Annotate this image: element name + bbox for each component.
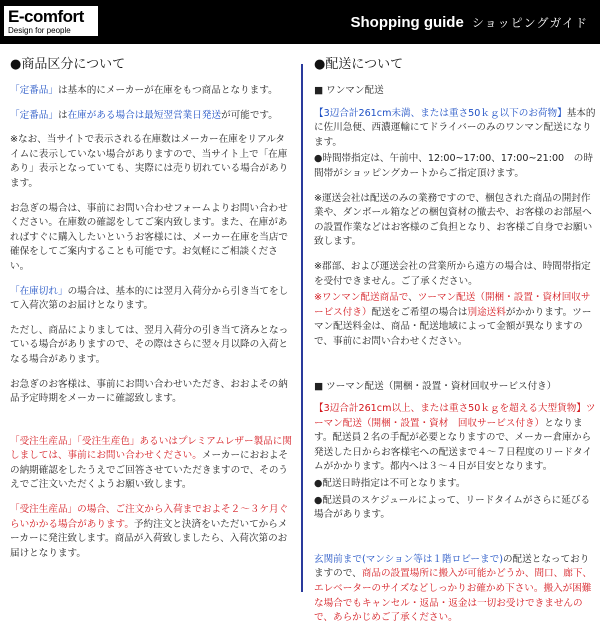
made-to-order-lead-time-paragraph: [10, 503, 292, 561]
time-slot-paragraph: ●時間帯指定は、午前中、12:00~17:00、17:00~21:00 の時間帯がショッピングカートからご指定頂けます。: [314, 153, 593, 179]
page-title-japanese: ショッピングガイド: [471, 16, 588, 30]
standard-item-term: 「定番品」: [10, 85, 58, 96]
two-man-delivery-paragraph: [314, 402, 596, 475]
entrance-delivery-paragraph: [314, 553, 596, 626]
two-man-delivery-heading: ■ ツーマン配送（開梱・設置・資材回収サービス付き）: [314, 380, 557, 392]
made-to-order-text: メーカーにおおよその納期確認をしたうえでご回答させていただきますので、そのうえでご注文いただくようお願い致します。: [10, 450, 289, 491]
lead-time-text: 予約注文と決済をいただいてからメーカーに発注致します。商品が入荷致しましたら、入荷次第のお届けとなります。: [10, 518, 288, 559]
lead-time-warning: 「受注生産品」の場合、ご注文から入荷までおよそ２～３ケ月ぐらいかかる場合があります。: [10, 504, 289, 530]
two-man-size-condition: 【3辺合計261cm以上、または重さ50ｋｇを超える大型貨物】ツーマン配送（開梱・設置・資材 回収サービス付き）: [314, 403, 596, 429]
two-man-delivery-text: となります。配送員２名の手配が必要となりますので、メーカー倉庫から発送した日からお客様宅への配送まで４～７日程度のリードタイムがかかります。都内へは３～４日が目安となります。: [314, 417, 593, 473]
fastest-shipping-highlight: 在庫がある場合は最短翌営業日発送: [67, 109, 222, 121]
upgrade-note-mark: ※: [314, 292, 323, 304]
delivery-section: [314, 56, 596, 636]
made-to-order-paragraph: [10, 435, 292, 493]
logo-tagline: Design for people: [8, 26, 71, 35]
entrance-term: 玄関前まで: [314, 553, 362, 565]
site-header: [0, 0, 600, 44]
standard-item-text: は基本的にメーカーが在庫をもつ商品となります。: [57, 85, 278, 96]
no-date-specify-paragraph: ●配送日時指定は不可となります。: [314, 478, 466, 490]
extra-fee-term: 別途送料: [467, 306, 506, 318]
upgrade-text-rest: がかかります。ツーマン配送料金は、商品・配送地域によって金額が異なりますので、事前にお問い合わせください。: [314, 306, 592, 347]
one-man-delivery-heading: ■ ワンマン配送: [314, 85, 384, 96]
made-to-order-warning: 「受注生産品」「受注生産色」あるいはプレミアムレザー製品に関しましては、事前にお問い合わせください。: [10, 435, 292, 462]
schedule-delay-paragraph: ●配送員のスケジュールによって、リードタイムがさらに延びる場合があります。: [314, 494, 591, 521]
stock-notice-paragraph: ※なお、当サイトで表示される在庫数はメーカー在庫をリアルタイムに表示していない場合がありますので、当サイト上で「在庫あり」表示となっていても、実際には売り切れている場合があります。: [10, 134, 289, 189]
page-title-english: Shopping guide: [350, 14, 464, 31]
lobby-note: (マンション等は１階ロビーまで): [361, 553, 503, 565]
standard-item-text: が可能です。: [221, 109, 278, 121]
upgrade-separator: 、: [408, 292, 418, 304]
one-man-delivery-text: 基本的に佐川急便、西濃運輸にてドライバーのみのワンマン配送になります。: [314, 107, 596, 148]
product-category-title: ●商品区分について: [10, 57, 126, 72]
one-man-item-term: ワンマン配送商品で: [322, 292, 409, 304]
standard-item-shipping-paragraph: [10, 109, 292, 124]
column-divider: [301, 64, 303, 592]
delivery-title: ●配送について: [314, 57, 404, 72]
upgrade-text: 配送をご希望の場合は: [371, 306, 468, 318]
carrier-scope-paragraph: ※運送会社は配送のみの業務ですので、梱包された商品の開封作業や、ダンボール箱などの梱包資材の撤去や、お客様のお部屋への設置作業などはお客様のご負担となり、お客様ご自身でお願い致します。: [314, 192, 593, 248]
entrance-text: の配送となっておりますので、: [314, 553, 590, 580]
allocation-paragraph: ただし、商品によりましては、翌月入荷分の引き当て済みとなっている場合がありますので、その際はさらに翌々月以降の入荷となる場合があります。: [10, 324, 289, 365]
out-of-stock-text: の場合は、基本的には翌月入荷分から引き当てをして入荷次第のお届けとなります。: [10, 285, 289, 312]
product-category-section: [10, 56, 292, 571]
standard-item-term: 「定番品」: [10, 109, 58, 121]
two-man-upgrade-paragraph: [314, 291, 596, 349]
no-cancellation-warning: 搬入が困難な場合でもキャンセル・返品・返金は一切お受けできませんので、あらかじめご了承ください。: [314, 583, 592, 624]
brand-logo[interactable]: [4, 6, 98, 36]
two-man-service-term: ツーマン配送（開梱・設置・資材回収サービス付き）: [314, 292, 591, 318]
out-of-stock-term: 「在庫切れ」: [10, 285, 68, 297]
delivery-estimate-paragraph: お急ぎのお客様は、事前にお問い合わせいただき、おおよその納品予定時期をメーカーに確認致します。: [10, 378, 288, 405]
one-man-size-condition: 【3辺合計261cm未満、または重さ50ｋｇ以下のお荷物】: [314, 107, 567, 119]
standard-item-paragraph: [10, 84, 292, 99]
installation-check-warning: 商品の設置場所に搬入が可能かどうか、間口、廊下、エレベーターのサイズなどしっかりお確かめ下さい。: [314, 568, 593, 595]
logo-wordmark: E-comfort: [8, 7, 84, 26]
standard-item-text: は: [57, 109, 68, 121]
inquiry-paragraph: お急ぎの場合は、事前にお問い合わせフォームよりお問い合わせください。在庫数の確認をしてご案内致します。また、在庫があればすぐに購入したいというお客様には、メーカー在庫を当店で確保をしてご案内することも可能です。お気軽にご相談ください。: [10, 202, 289, 272]
remote-area-paragraph: ※郡部、および運送会社の営業所から遠方の場合は、時間帯指定を受付できません。ご了承ください。: [314, 260, 591, 287]
page-title: [351, 12, 589, 33]
one-man-delivery-paragraph: [314, 107, 596, 151]
out-of-stock-paragraph: [10, 285, 292, 314]
